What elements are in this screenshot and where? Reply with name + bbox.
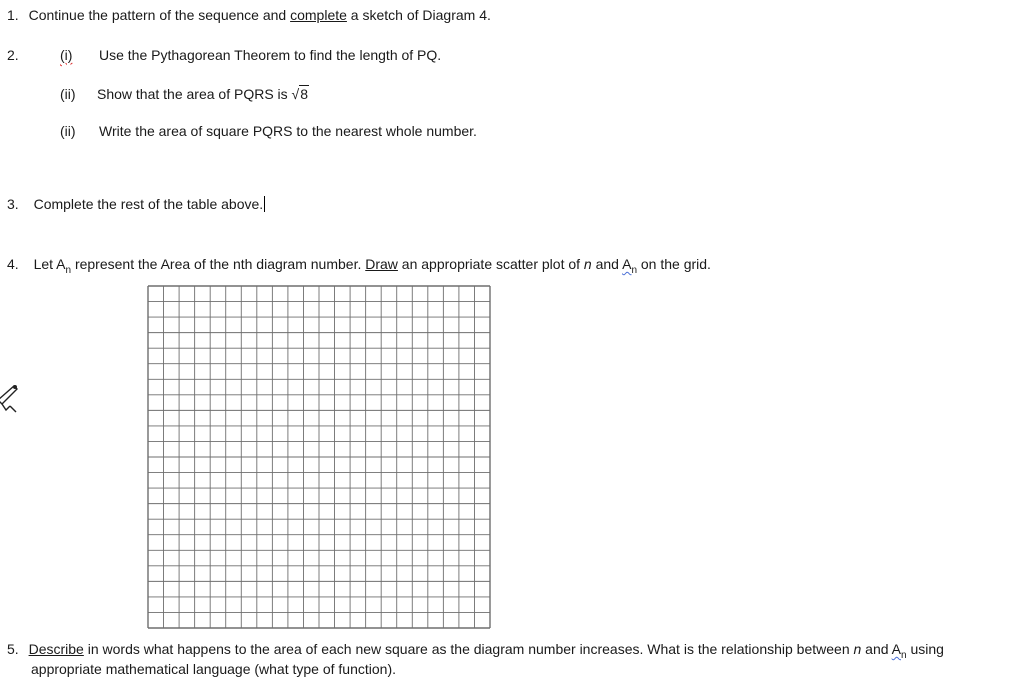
question-3 — [7, 195, 265, 213]
q4-subscript: n — [65, 264, 72, 276]
var-n: n — [583, 256, 592, 272]
root-symbol: √ — [291, 86, 300, 102]
question-1 — [7, 6, 491, 24]
square-root — [292, 85, 309, 103]
q4-text-1: Let A — [33, 256, 66, 272]
question-4-number: 4. — [7, 256, 19, 272]
pen-icon[interactable] — [0, 380, 22, 414]
q4-text-2: represent the Area of the nth diagram number. — [71, 256, 366, 272]
question-1-text-end: a sketch of Diagram 4. — [346, 7, 491, 23]
part-text-wrap — [97, 85, 309, 103]
complete-link[interactable]: complete — [290, 7, 347, 23]
var-an: $A_n$ — [622, 256, 637, 276]
q5-text-1: in words what happens to the area of each new square as the diagram number increases. What is the relationship between — [83, 641, 854, 657]
var-an: $A_n$ — [891, 641, 907, 661]
part-text: Write the area of square PQRS to the nearest whole number. — [99, 123, 477, 139]
part-text: Use the Pythagorean Theorem to find the length of PQ. — [99, 47, 442, 63]
question-2-part-2 — [60, 85, 309, 103]
text-cursor — [264, 196, 265, 212]
q5-text-2: and — [861, 641, 892, 657]
describe-link[interactable]: Describe — [28, 641, 84, 657]
part-label: (i) — [60, 47, 73, 63]
draw-link[interactable]: Draw — [365, 256, 398, 272]
q4-text-5: on the grid. — [637, 256, 711, 272]
question-5-number: 5. — [7, 641, 19, 657]
question-2-part-1 — [60, 46, 442, 64]
var-n: n — [853, 641, 862, 657]
question-3-number: 3. — [7, 196, 19, 212]
question-1-text: Continue the pattern of the sequence and — [28, 7, 291, 23]
q4-text-4: and — [591, 256, 623, 272]
question-5-line-2: appropriate mathematical language (what type of function). — [31, 661, 396, 677]
scatter-plot-grid[interactable] — [147, 285, 491, 629]
part-text: Show that the area of PQRS is — [97, 86, 292, 102]
part-label: (ii) — [60, 86, 76, 102]
question-2-part-3 — [60, 122, 477, 140]
q5-text-3: using — [906, 641, 944, 657]
question-2-number: 2. — [7, 47, 19, 63]
part-label: (ii) — [60, 123, 76, 139]
root-value: 8 — [300, 86, 309, 102]
question-4 — [7, 255, 711, 280]
q4-text-3: an appropriate scatter plot of — [397, 256, 584, 272]
question-1-number: 1. — [7, 7, 19, 23]
question-3-text[interactable]: Complete the rest of the table above. — [33, 196, 264, 212]
